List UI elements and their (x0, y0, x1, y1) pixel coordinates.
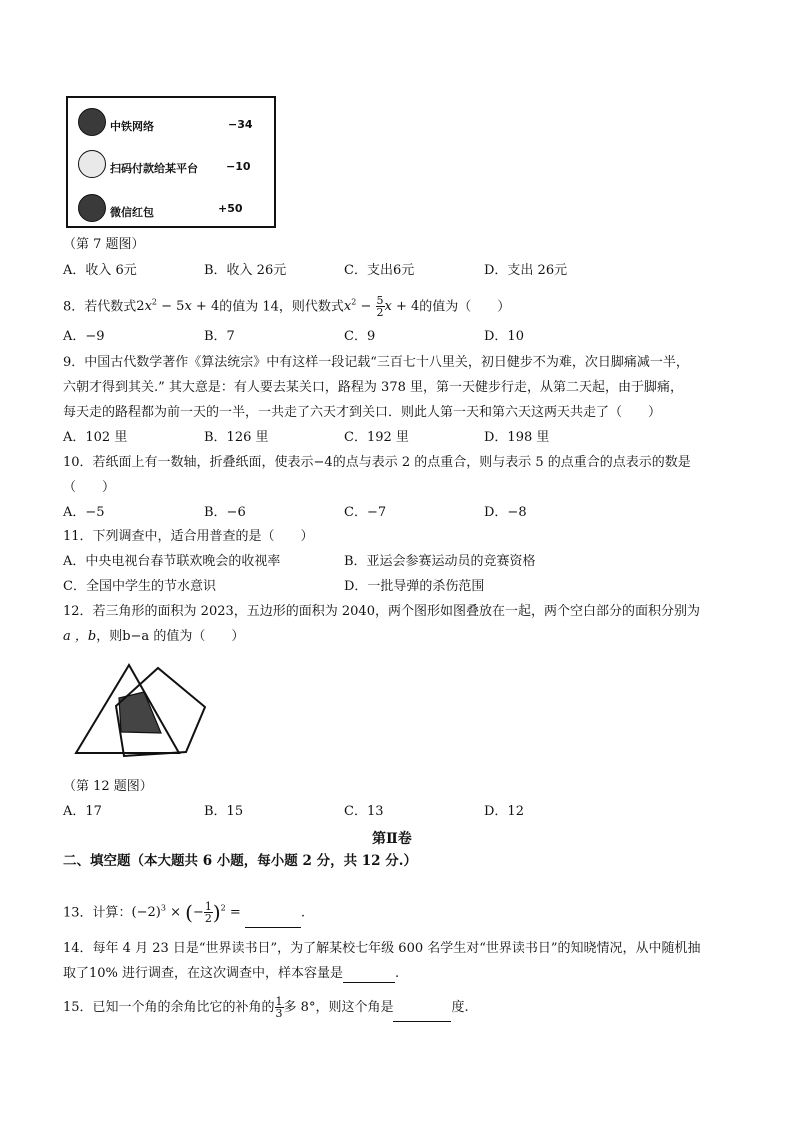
option-c: C．全国中学生的节水意识 (63, 579, 216, 594)
question-text: 15．已知一个角的余角比它的补角的 (63, 1000, 275, 1015)
option-b: B．15 (204, 804, 244, 819)
option-a: A．17 (63, 804, 102, 819)
question-8 (63, 290, 510, 320)
question-text: 取了10% 进行调查，在这次调查中，样本容量是 (63, 966, 344, 981)
red-packet-icon (78, 194, 106, 222)
answer-blank[interactable] (393, 1021, 451, 1022)
option-c: C．9 (344, 329, 376, 344)
question-9-line: 9．中国古代数学著作《算法统宗》中有这样一段记载“三百七十八里关，初日健步不为难，次日脚痛减一半， (63, 355, 689, 370)
question-12-line: 12．若三角形的面积为 2023，五边形的面积为 2040，两个图形如图叠放在一起，两个空白部分的面积分别为 (63, 604, 700, 619)
question-text: 8．若代数式 (63, 299, 137, 315)
payment-label: 扫码付款给某平台 (110, 162, 198, 175)
triangle-pentagon-figure (66, 660, 216, 760)
option-b: B．126 里 (204, 430, 269, 445)
option-d: D．10 (484, 329, 524, 344)
question-10-line: 10．若纸面上有一数轴，折叠纸面，使表示−4的点与表示 2 的点重合，则与表示 5 的点重合的点表示的数是 (63, 455, 691, 470)
section-heading: 二、填空题（本大题共 6 小题，每小题 2 分，共 12 分.） (63, 853, 417, 869)
payment-row (68, 146, 274, 180)
option-a: A．中央电视台春节联欢晚会的收视率 (63, 554, 281, 569)
question-text: ，则b−a 的值为（ ） (96, 629, 245, 644)
question-text: 的值为（ ） (419, 299, 511, 315)
option-b: B．−6 (204, 505, 246, 520)
option-d: D．12 (484, 804, 524, 819)
payment-row (68, 188, 274, 222)
option-b: B．收入 26元 (204, 263, 287, 278)
math-expression: $x^2$ − $\frac{5}{2}$ x + 4 (343, 294, 420, 320)
option-a: A．−5 (63, 505, 105, 520)
fraction-one-third: $\frac{1}{3}$ (275, 995, 283, 1020)
payment-label: 中铁网络 (110, 120, 154, 133)
option-b: B．7 (204, 329, 235, 344)
option-c: C．13 (344, 804, 384, 819)
payment-row (68, 104, 274, 138)
payment-amount: +50 (218, 202, 243, 215)
question-9-line: 每天走的路程都为前一天的一半，一共走了六天才到关口．则此人第一天和第六天这两天共走了（ ） (63, 405, 662, 420)
answer-blank[interactable] (343, 982, 395, 983)
math-expression: $2x^2 - 5x + 4$ (136, 298, 220, 315)
section-title: 第Ⅱ卷 (372, 831, 412, 847)
math-expression: $(-2)^3$ × (− $\frac{1}{2}$ )$^2$ = (131, 900, 245, 926)
option-c: C．支出6元 (344, 263, 415, 278)
question-14-line (63, 965, 399, 983)
option-d: D．一批导弹的杀伤范围 (344, 579, 485, 594)
option-a: A．−9 (63, 329, 105, 344)
question-13 (63, 894, 305, 928)
option-b: B．亚运会参赛运动员的竞赛资格 (344, 554, 536, 569)
question-11: 11．下列调查中，适合用普查的是（ ） (63, 529, 314, 544)
question-12-line (63, 628, 244, 646)
option-d: D．支出 26元 (484, 263, 568, 278)
question-text: 的值为 14，则代数式 (219, 299, 344, 315)
rail-network-icon (78, 108, 106, 136)
payment-label: 微信红包 (110, 206, 154, 219)
figure-caption-q7: （第 7 题图） (63, 237, 145, 252)
option-d: D．198 里 (484, 430, 550, 445)
question-text: 度. (451, 1000, 469, 1015)
option-c: C．192 里 (344, 430, 409, 445)
question-text: . (395, 966, 400, 981)
question-text: 多 8°，则这个角是 (283, 1000, 394, 1015)
question-14-line: 14．每年 4 月 23 日是“世界读书日”，为了解某校七年级 600 名学生对“世界读书日”的知晓情况，从中随机抽 (63, 941, 701, 956)
figure-caption-q12: （第 12 题图） (63, 779, 153, 794)
question-text: 13．计算： (63, 905, 132, 921)
option-a: A．102 里 (63, 430, 128, 445)
option-a: A．收入 6元 (63, 263, 137, 278)
scan-pay-icon (78, 150, 106, 178)
variables: a ，b (63, 629, 97, 644)
payment-amount: −10 (226, 160, 251, 173)
question-10-line: （ ） (63, 480, 116, 495)
payment-record-figure (66, 96, 276, 228)
payment-amount: −34 (228, 118, 253, 131)
option-c: C．−7 (344, 505, 387, 520)
question-9-line: 六朝才得到其关.” 其大意是：有人要去某关口，路程为 378 里，第一天健步行走，从第二天起，由于脚痛， (63, 380, 683, 395)
option-d: D．−8 (484, 505, 527, 520)
question-15 (63, 994, 469, 1022)
question-text: . (300, 905, 306, 921)
answer-blank[interactable] (245, 927, 301, 928)
